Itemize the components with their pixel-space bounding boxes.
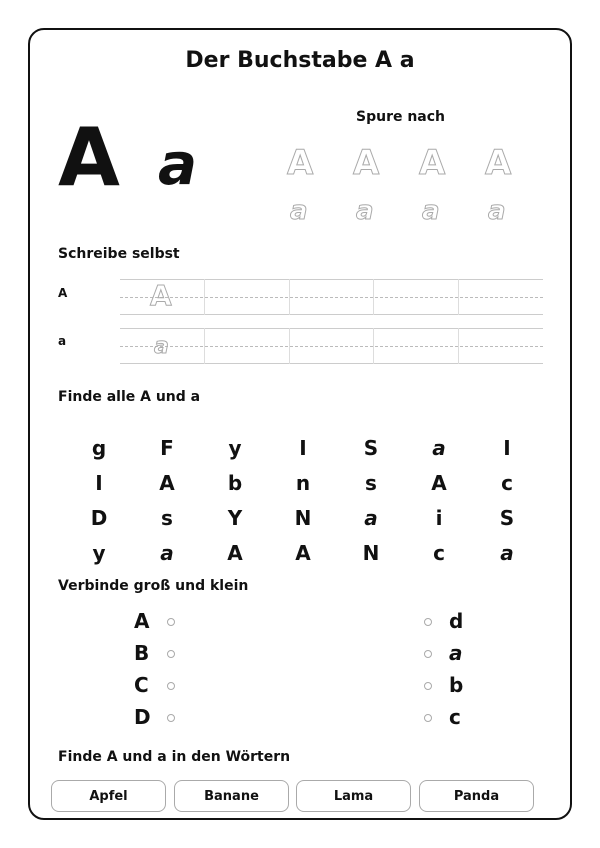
grid-letter[interactable]: A	[159, 471, 175, 495]
grid-letter[interactable]: c	[501, 471, 513, 495]
grid-letter[interactable]: Y	[227, 506, 243, 530]
match-right-letter: a	[449, 641, 463, 665]
grid-letter[interactable]: b	[227, 471, 243, 495]
trace-upper-3: A	[419, 143, 446, 183]
grid-letter[interactable]: a	[160, 541, 174, 565]
grid-letter[interactable]: S	[499, 506, 515, 530]
word-card-apfel[interactable]: Apfel	[51, 780, 166, 812]
match-heading: Verbinde groß und klein	[58, 578, 249, 594]
write-divider	[373, 328, 374, 364]
match-right-dot[interactable]	[424, 714, 432, 722]
write-divider	[458, 328, 459, 364]
grid-letter[interactable]: n	[295, 471, 311, 495]
match-left-dot[interactable]	[167, 714, 175, 722]
grid-letter[interactable]: I	[503, 436, 511, 460]
grid-letter[interactable]: y	[92, 541, 106, 565]
write-divider	[289, 328, 290, 364]
grid-letter[interactable]: s	[365, 471, 377, 495]
grid-letter[interactable]: A	[431, 471, 447, 495]
write-divider	[289, 279, 290, 315]
page-title: Der Buchstabe A a	[185, 48, 415, 73]
grid-letter[interactable]: I	[299, 436, 307, 460]
trace-lower-4: a	[488, 196, 506, 226]
write-row-label-lower: a	[58, 334, 67, 348]
grid-letter[interactable]: I	[95, 471, 103, 495]
big-lowercase-letter: a	[158, 130, 198, 198]
match-left-letter: B	[134, 641, 150, 665]
word-card-panda[interactable]: Panda	[419, 780, 534, 812]
write-divider	[373, 279, 374, 315]
write-row-label-upper: A	[58, 286, 68, 300]
grid-letter[interactable]: A	[295, 541, 311, 565]
match-right-letter: b	[449, 673, 464, 697]
big-uppercase-letter: A	[58, 111, 120, 204]
find-heading: Finde alle A und a	[58, 389, 201, 405]
write-divider	[204, 279, 205, 315]
write-divider	[204, 328, 205, 364]
match-left-dot[interactable]	[167, 682, 175, 690]
match-right-dot[interactable]	[424, 682, 432, 690]
grid-letter[interactable]: F	[160, 436, 174, 460]
write-guide-dash-lower	[120, 346, 543, 347]
grid-letter[interactable]: N	[362, 541, 380, 565]
trace-upper-1: A	[287, 143, 314, 183]
write-guide-dash-upper	[120, 297, 543, 298]
grid-letter[interactable]: a	[364, 506, 378, 530]
grid-letter[interactable]: s	[161, 506, 173, 530]
match-left-dot[interactable]	[167, 650, 175, 658]
match-left-letter: A	[134, 609, 150, 633]
trace-upper-4: A	[485, 143, 512, 183]
trace-lower-3: a	[422, 196, 440, 226]
word-card-banane[interactable]: Banane	[174, 780, 289, 812]
trace-lower-2: a	[356, 196, 374, 226]
grid-letter[interactable]: g	[91, 436, 107, 460]
match-right-letter: c	[449, 705, 461, 729]
match-left-dot[interactable]	[167, 618, 175, 626]
grid-letter[interactable]: S	[363, 436, 379, 460]
match-left-letter: D	[134, 705, 151, 729]
grid-letter[interactable]: c	[433, 541, 445, 565]
grid-letter[interactable]: a	[500, 541, 514, 565]
write-heading: Schreibe selbst	[58, 246, 180, 262]
words-heading: Finde A und a in den Wörtern	[58, 749, 291, 765]
match-right-dot[interactable]	[424, 650, 432, 658]
write-guide-lower: a	[154, 334, 169, 359]
trace-upper-2: A	[353, 143, 380, 183]
match-right-letter: d	[449, 609, 464, 633]
grid-letter[interactable]: i	[435, 506, 443, 530]
trace-heading: Spure nach	[356, 109, 446, 125]
grid-letter[interactable]: D	[90, 506, 108, 530]
trace-lower-1: a	[290, 196, 308, 226]
grid-letter[interactable]: A	[227, 541, 243, 565]
match-left-letter: C	[134, 673, 149, 697]
word-card-lama[interactable]: Lama	[296, 780, 411, 812]
grid-letter[interactable]: N	[294, 506, 312, 530]
match-right-dot[interactable]	[424, 618, 432, 626]
grid-letter[interactable]: y	[228, 436, 242, 460]
write-guide-upper: A	[150, 279, 172, 312]
write-divider	[458, 279, 459, 315]
grid-letter[interactable]: a	[432, 436, 446, 460]
